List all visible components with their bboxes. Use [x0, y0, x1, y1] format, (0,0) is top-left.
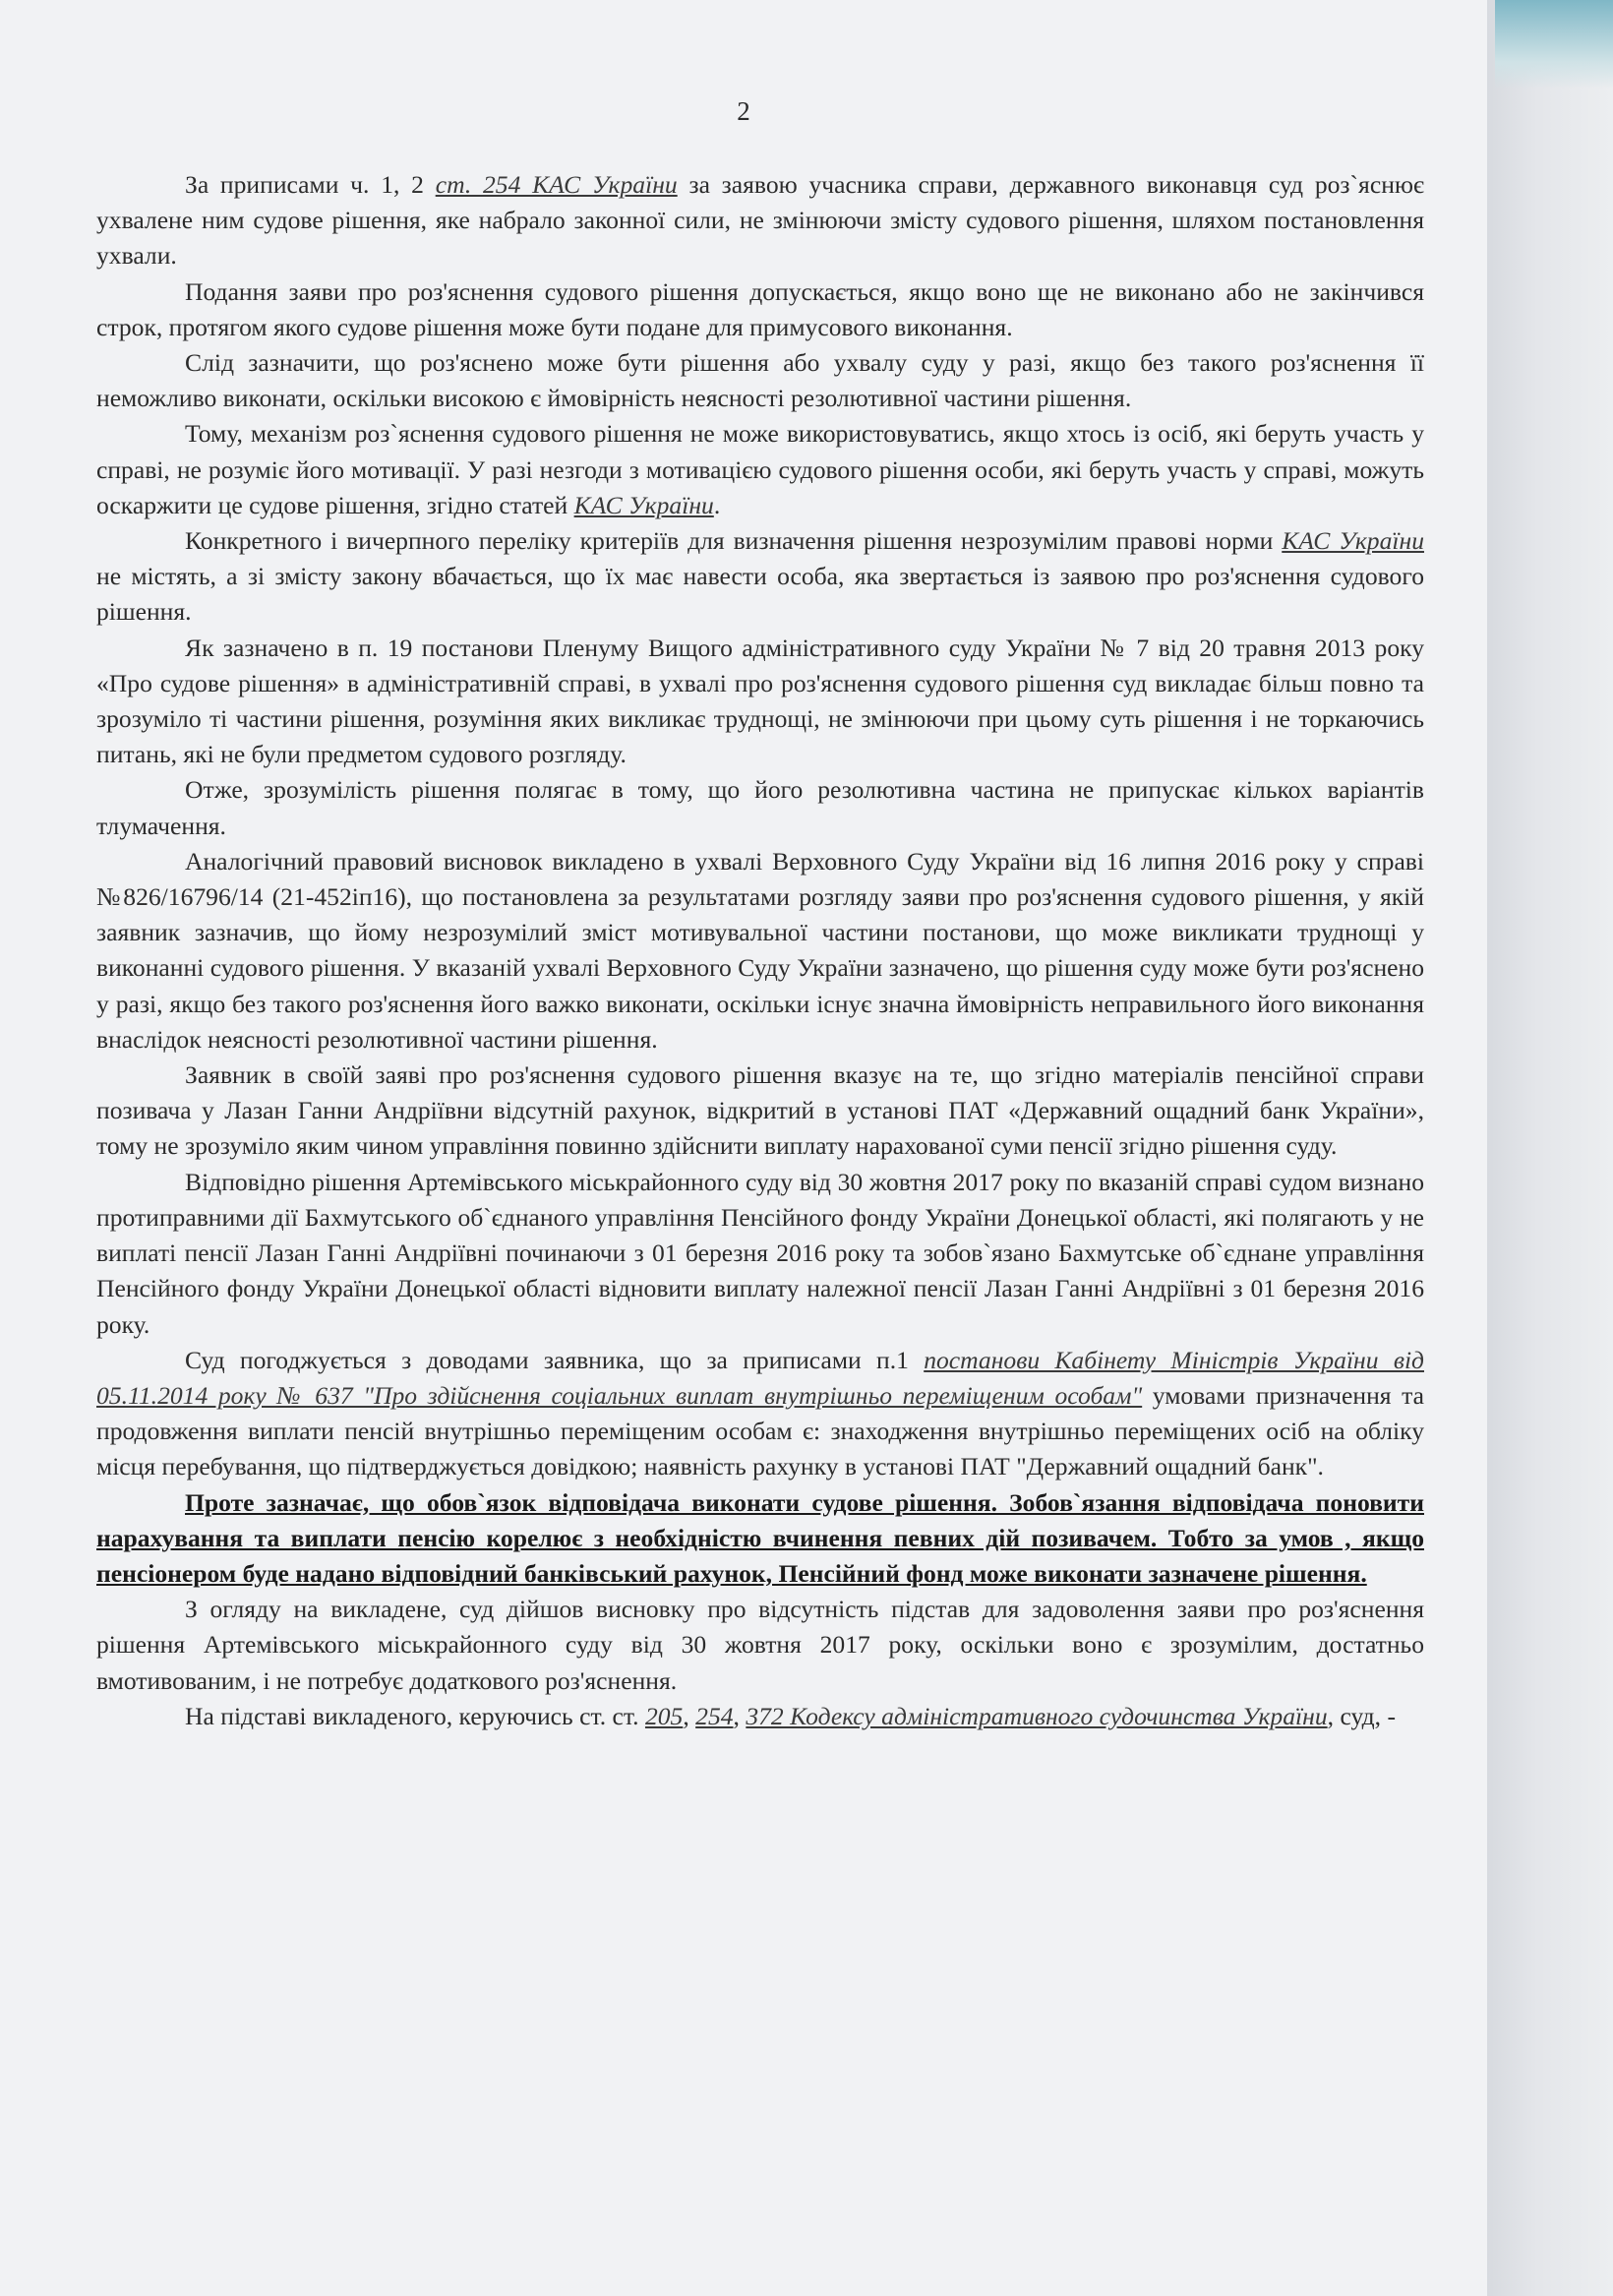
conclusion-paragraph: З огляду на викладене, суд дійшов висновку про відсутність підстав для задоволення заяви про роз'яснення рішення Артемівського міськрайонного суду від 30 жовтня 2017 року, оскільки воно є зрозумілим, достатньо вмотивованим, і не потребує додаткового роз'яснення.: [96, 1595, 1424, 1695]
paragraph: [96, 345, 1424, 416]
paragraph-text: За приписами ч. 1, 2: [185, 170, 436, 199]
law-reference-link[interactable]: 372 Кодексу адміністративного судочинства України: [746, 1701, 1328, 1730]
paragraph-text: Аналогічний правовий висновок викладено в ухвалі Верховного Суду України від 16 липня 2016 року у справі №826/16796/14 (21-452іп16), що постановлена за результатами розгляду заяви про роз'яснення судового рішення, у якій заявник зазначив, що йому незрозумілий зміст мотивувальної частини постанови, що може викликати труднощі у виконанні судового рішення. У вказаній ухвалі Верховного Суду України зазначено, що рішення суду може бути роз'яснено у разі, якщо без такого роз'яснення його важко виконати, оскільки існує значна ймовірність неправильного його виконання внаслідок неясності резолютивної частини рішення.: [96, 846, 1424, 1054]
law-reference-link[interactable]: КАС України: [1282, 526, 1424, 556]
final-text-before: На підставі викладеного, керуючись ст. ст.: [185, 1701, 645, 1730]
paragraph-text: Подання заяви про роз'яснення судового рішення допускається, якщо воно ще не виконано або не закінчився строк, протягом якого судове рішення може бути подане для примусового виконання.: [96, 276, 1424, 341]
paragraph-text: .: [713, 490, 721, 519]
law-reference-link[interactable]: 205: [644, 1701, 684, 1730]
paragraph: [96, 167, 1424, 274]
paragraph: [96, 772, 1424, 843]
paragraph-text: Як зазначено в п. 19 постанови Пленуму Вищого адміністративного суду України № 7 від 20 травня 2013 року «Про судове рішення» в адміністративній справі, в ухвалі про роз'яснення судового рішення суд викладає більш повно та зрозуміло ті частини рішення, розуміння яких викликає труднощі, не змінюючи при цьому суть рішення і не торкаючись питань, які не були предметом судового розгляду.: [96, 633, 1424, 769]
paragraph: [96, 631, 1424, 773]
paragraph-text: Заявник в своїй заяві про роз'яснення судового рішення вказує на те, що згідно матеріалів пенсійної справи позивача у Лазан Ганни Андріївни відсутній рахунок, відкритий в установі ПАТ «Державний ощадний банк України», тому не зрозуміло яким чином управління повинно здійснити виплату нарахованої суми пенсії згідно рішення суду.: [96, 1060, 1424, 1161]
law-reference-link[interactable]: 254: [695, 1701, 734, 1730]
document-body: [96, 167, 1424, 1734]
law-reference-link[interactable]: постанови Кабінету Міністрів України від 05.11.2014 року № 637 "Про здійснення соціальних виплат внутрішньо переміщеним особам": [96, 1345, 1424, 1410]
bold-underlined-text: Проте зазначає, що обов`язок відповідача виконати судове рішення. Зобов`язання відповідача поновити нарахування та виплати пенсію корелює з необхідністю вчинення певних дій позивачем. Тобто за умов , якщо пенсіонером буде надано відповідний банківський рахунок, Пенсійний фонд може виконати зазначене рішення.: [96, 1487, 1424, 1588]
paragraph-text: Слід зазначити, що роз'яснено може бути рішення або ухвалу суду у разі, якщо без такого роз'яснення її неможливо виконати, оскільки високою є ймовірність неясності резолютивної частини рішення.: [96, 348, 1424, 413]
scan-background: [1487, 0, 1613, 2296]
paragraph: [96, 1057, 1424, 1165]
reference-separator: ,: [683, 1701, 696, 1730]
bold-underlined-paragraph: [96, 1485, 1424, 1593]
paragraph: [96, 1343, 1424, 1485]
paragraph-text: Конкретного і вичерпного переліку критеріїв для визначення рішення незрозумілим правові норми: [185, 526, 1283, 556]
scan-corner-tint: [1495, 0, 1613, 89]
paragraph: [96, 523, 1424, 631]
paragraph-text: Отже, зрозумілість рішення полягає в тому, що його резолютивна частина не припускає кількох варіантів тлумачення.: [96, 775, 1424, 840]
paragraph: [96, 1165, 1424, 1343]
paragraph-text: Суд погоджується з доводами заявника, що за приписами п.1: [185, 1345, 925, 1374]
paragraph: [96, 416, 1424, 523]
paragraph-text: Тому, механізм роз`яснення судового рішення не може використовуватись, якщо хтось із осіб, які беруть участь у справі, не розуміє його мотивації. У разі незгоди з мотивацією судового рішення особи, які беруть участь у справі, можуть оскаржити це судове рішення, згідно статей: [96, 419, 1424, 519]
law-reference-link[interactable]: ст. 254 КАС України: [435, 170, 678, 199]
final-paragraph: [96, 1699, 1424, 1734]
paragraph: [96, 274, 1424, 345]
final-text-after: , суд, -: [1327, 1701, 1396, 1730]
paragraph-list: [96, 167, 1424, 1485]
paragraph-text: Відповідно рішення Артемівського міськрайонного суду від 30 жовтня 2017 року по вказаній справі судом визнано протиправними дії Бахмутського об`єднаного управління Пенсійного фонду України Донецької області, які полягають у не виплаті пенсії Лазан Ганні Андріївні починаючи з 01 березня 2016 року та зобов`язано Бахмутське об`єднане управління Пенсійного фонду України Донецької області відновити виплату належної пенсії Лазан Ганні Андріївні з 01 березня 2016 року.: [96, 1167, 1424, 1339]
paragraph-text: умовами призначення та продовження виплати пенсій внутрішньо переміщеним особам є: знаходження внутрішньо переміщених осіб на обліку місця перебування, що підтверджується довідкою; наявність рахунку в установі ПАТ "Державний ощадний банк".: [96, 1380, 1424, 1481]
reference-separator: ,: [733, 1701, 747, 1730]
page-number: 2: [737, 96, 750, 126]
paragraph: [96, 844, 1424, 1057]
paragraph-text: за заявою учасника справи, державного виконавця суд роз`яснює ухвалене ним судове рішення, яке набрало законної сили, не змінюючи змісту судового рішення, шляхом постановлення ухвали.: [96, 170, 1424, 271]
paragraph-text: не містять, а зі змісту закону вбачається, що їх має навести особа, яка звертається із заявою про роз'яснення судового рішення.: [96, 562, 1424, 627]
law-reference-link[interactable]: КАС України: [573, 490, 714, 519]
